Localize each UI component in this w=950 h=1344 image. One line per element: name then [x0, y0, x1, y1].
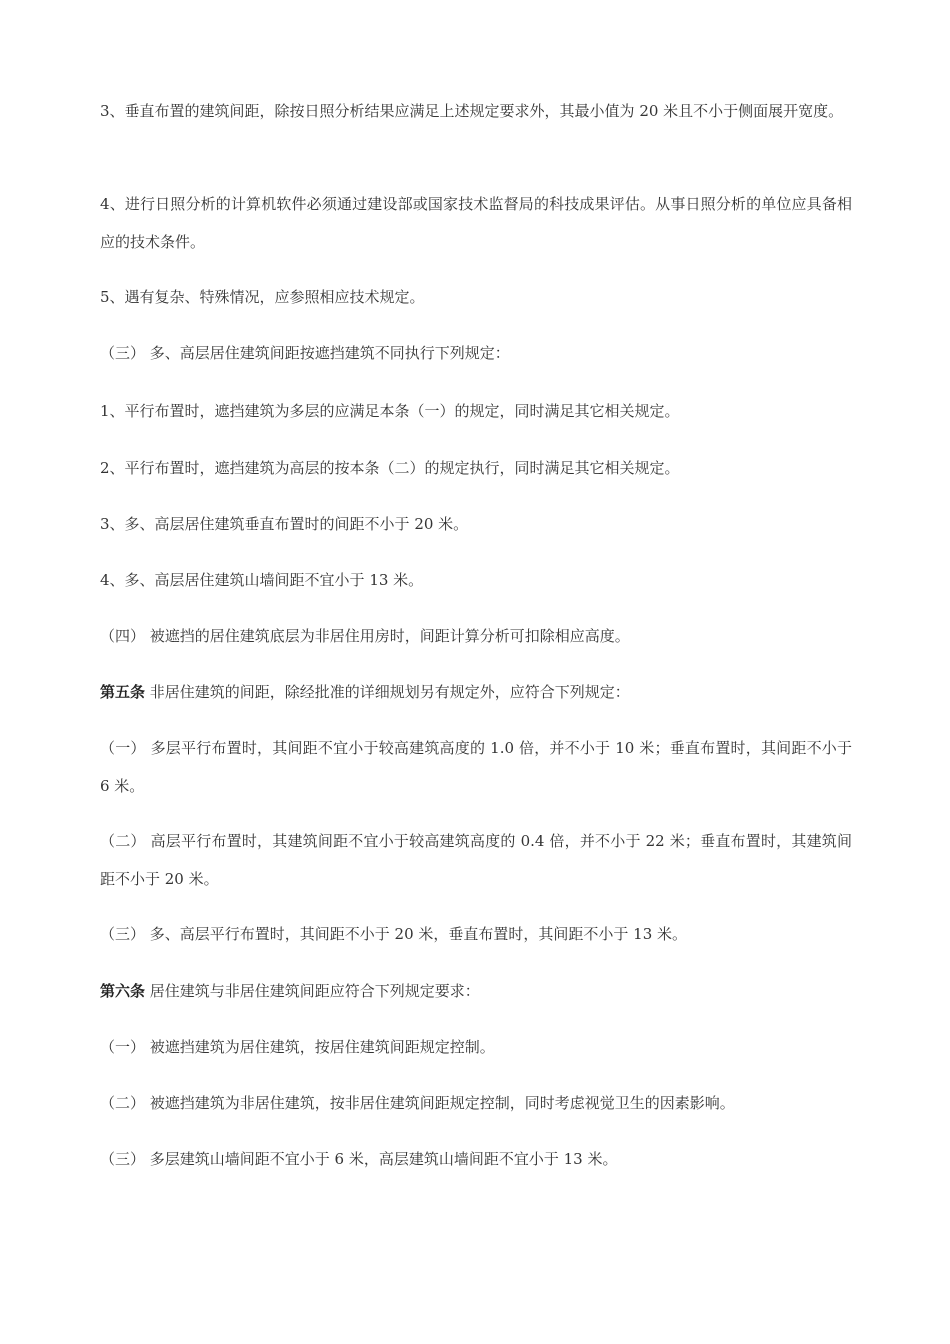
paragraph-text: 1、平行布置时，遮挡建筑为多层的应满足本条（一）的规定，同时满足其它相关规定。 — [100, 402, 680, 420]
paragraph-non-residential-blocked — [100, 1084, 852, 1122]
paragraph-text: 5、遇有复杂、特殊情况，应参照相应技术规定。 — [100, 288, 425, 306]
paragraph-software-requirement — [100, 185, 852, 261]
paragraph-parallel-high — [100, 449, 852, 487]
paragraph-article-five — [100, 673, 852, 711]
paragraph-text: 居住建筑与非居住建筑间距应符合下列规定要求： — [145, 982, 480, 1000]
paragraph-vertical-20m — [100, 505, 852, 543]
paragraph-vertical-spacing — [100, 92, 852, 130]
paragraph-high-parallel — [100, 822, 852, 898]
paragraph-text: 4、多、高层居住建筑山墙间距不宜小于 13 米。 — [100, 571, 424, 589]
paragraph-text: （三） 多、高层居住建筑间距按遮挡建筑不同执行下列规定： — [100, 344, 510, 362]
paragraph-text: 3、多、高层居住建筑垂直布置时的间距不小于 20 米。 — [100, 515, 469, 533]
paragraph-multi-parallel — [100, 729, 852, 805]
paragraph-text: 3、垂直布置的建筑间距，除按日照分析结果应满足上述规定要求外，其最小值为 20 米且不小于侧面展开宽度。 — [100, 102, 844, 120]
paragraph-section-three-heading — [100, 334, 852, 372]
paragraph-text: 4、进行日照分析的计算机软件必须通过建设部或国家技术监督局的科技成果评估。从事日照分析的单位应具备相应的技术条件。 — [100, 195, 852, 251]
paragraph-text: 2、平行布置时，遮挡建筑为高层的按本条（二）的规定执行，同时满足其它相关规定。 — [100, 459, 680, 477]
paragraph-text: （一） 多层平行布置时，其间距不宜小于较高建筑高度的 1.0 倍，并不小于 10 米；垂直布置时，其间距不小于 6 米。 — [100, 739, 852, 795]
paragraph-article-six — [100, 972, 852, 1010]
paragraph-text: （二） 高层平行布置时，其建筑间距不宜小于较高建筑高度的 0.4 倍，并不小于 22 米；垂直布置时，其建筑间距不小于 20 米。 — [100, 832, 852, 888]
paragraph-residential-blocked — [100, 1028, 852, 1066]
paragraph-text: （二） 被遮挡建筑为非居住建筑，按非居住建筑间距规定控制，同时考虑视觉卫生的因素影响。 — [100, 1094, 735, 1112]
paragraph-gable-13m — [100, 561, 852, 599]
paragraph-text: （三） 多层建筑山墙间距不宜小于 6 米，高层建筑山墙间距不宜小于 13 米。 — [100, 1150, 618, 1168]
paragraph-parallel-multi — [100, 392, 852, 430]
paragraph-gable-spacing — [100, 1140, 852, 1178]
paragraph-text: （四） 被遮挡的居住建筑底层为非居住用房时，间距计算分析可扣除相应高度。 — [100, 627, 630, 645]
paragraph-special-cases — [100, 278, 852, 316]
paragraph-section-four — [100, 617, 852, 655]
paragraph-text: 非居住建筑的间距，除经批准的详细规划另有规定外，应符合下列规定： — [145, 683, 630, 701]
article-label: 第六条 — [100, 982, 146, 1000]
paragraph-text: （三） 多、高层平行布置时，其间距不小于 20 米，垂直布置时，其间距不小于 13 米。 — [100, 925, 688, 943]
paragraph-text: （一） 被遮挡建筑为居住建筑，按居住建筑间距规定控制。 — [100, 1038, 495, 1056]
article-label: 第五条 — [100, 683, 146, 701]
paragraph-multi-high-parallel — [100, 915, 852, 953]
